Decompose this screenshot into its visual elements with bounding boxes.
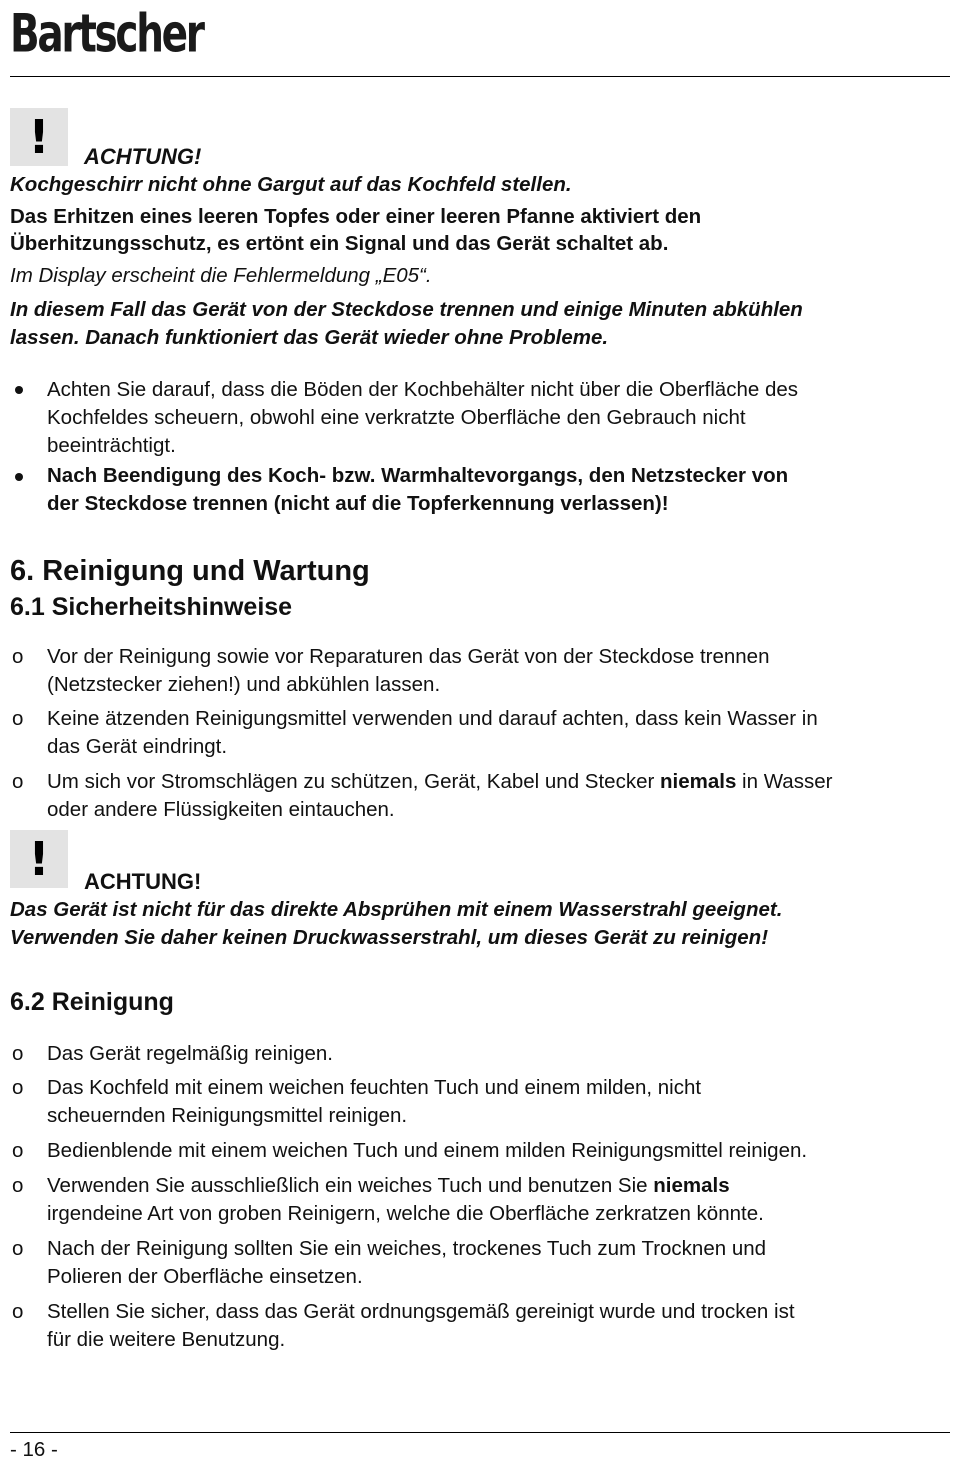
list-item: das Gerät eindringt. (47, 735, 228, 758)
warning-icon (10, 830, 68, 888)
warning-text: Im Display erscheint die Fehlermeldung „E05“. (10, 264, 432, 287)
logo-wordmark: Bartscher (10, 3, 203, 64)
bullet-text: Nach Beendigung des Koch- bzw. Warmhaltevorgangs, den Netzstecker von (47, 464, 789, 487)
list-item: Bedienblende mit einem weichen Tuch und einem milden Reinigungsmittel reinigen. (47, 1139, 808, 1162)
header-divider (10, 76, 950, 77)
list-marker: o (12, 1139, 24, 1162)
list-item-text: in Wasser (736, 770, 833, 793)
list-marker: o (12, 1237, 24, 1260)
list-item: irgendeine Art von groben Reinigern, welche die Oberfläche zerkratzen könnte. (47, 1202, 764, 1225)
list-item: Stellen Sie sicher, dass das Gerät ordnungsgemäß gereinigt wurde und trocken ist (47, 1300, 795, 1323)
list-item: für die weitere Benutzung. (47, 1328, 286, 1351)
list-item-text: Um sich vor Stromschlägen zu schützen, Gerät, Kabel und Stecker (47, 770, 660, 793)
list-item (47, 768, 832, 796)
list-marker: o (12, 1076, 24, 1099)
list-item (47, 1172, 730, 1200)
emphasis-text: niemals (660, 770, 737, 793)
warning-title: ACHTUNG! (84, 869, 202, 894)
bullet-icon (15, 386, 23, 394)
list-item: (Netzstecker ziehen!) und abkühlen lassen. (47, 673, 441, 696)
list-item-text: Verwenden Sie ausschließlich ein weiches Tuch und benutzen Sie (47, 1174, 654, 1197)
warning-text: In diesem Fall das Gerät von der Steckdose trennen und einige Minuten abkühlen (10, 298, 803, 321)
bullet-text: der Steckdose trennen (nicht auf die Topferkennung verlassen)! (47, 492, 669, 515)
warning-icon (10, 108, 68, 166)
subsection-heading: 6.1 Sicherheitshinweise (10, 593, 293, 621)
bullet-text: Achten Sie darauf, dass die Böden der Kochbehälter nicht über die Oberfläche des (47, 378, 799, 401)
emphasis-text: niemals (653, 1174, 730, 1197)
list-marker: o (12, 770, 24, 793)
warning-title: ACHTUNG! (84, 144, 202, 169)
bullet-text: Kochfeldes scheuern, obwohl eine verkratzte Oberfläche den Gebrauch nicht (47, 406, 746, 429)
exclamation-icon: ! (28, 110, 50, 164)
list-marker: o (12, 1174, 24, 1197)
warning-text: Das Erhitzen eines leeren Topfes oder einer leeren Pfanne aktiviert den (10, 205, 702, 228)
brand-logo (10, 2, 230, 62)
list-item: oder andere Flüssigkeiten eintauchen. (47, 798, 395, 821)
warning-text: Verwenden Sie daher keinen Druckwasserstrahl, um dieses Gerät zu reinigen! (10, 926, 769, 949)
list-item: Keine ätzenden Reinigungsmittel verwenden und darauf achten, dass kein Wasser in (47, 707, 818, 730)
list-marker: o (12, 1042, 24, 1065)
section-heading: 6. Reinigung und Wartung (10, 555, 370, 587)
list-item: Das Kochfeld mit einem weichen feuchten Tuch und einem milden, nicht (47, 1076, 702, 1099)
list-item: Das Gerät regelmäßig reinigen. (47, 1042, 333, 1065)
footer-divider (10, 1432, 950, 1433)
page-number: - 16 - (10, 1438, 58, 1461)
warning-text: Das Gerät ist nicht für das direkte Absprühen mit einem Wasserstrahl geeignet. (10, 898, 783, 921)
bullet-icon (15, 473, 23, 481)
list-marker: o (12, 645, 24, 668)
list-item: Polieren der Oberfläche einsetzen. (47, 1265, 363, 1288)
list-item: scheuernden Reinigungsmittel reinigen. (47, 1104, 408, 1127)
warning-text: Kochgeschirr nicht ohne Gargut auf das Kochfeld stellen. (10, 173, 572, 196)
bullet-text: beeinträchtigt. (47, 434, 176, 457)
list-item: Vor der Reinigung sowie vor Reparaturen das Gerät von der Steckdose trennen (47, 645, 770, 668)
list-marker: o (12, 1300, 24, 1323)
list-marker: o (12, 707, 24, 730)
list-item: Nach der Reinigung sollten Sie ein weiches, trockenes Tuch zum Trocknen und (47, 1237, 767, 1260)
warning-text: Überhitzungsschutz, es ertönt ein Signal und das Gerät schaltet ab. (10, 232, 669, 255)
exclamation-icon: ! (28, 832, 50, 886)
warning-text: lassen. Danach funktioniert das Gerät wieder ohne Probleme. (10, 326, 609, 349)
subsection-heading: 6.2 Reinigung (10, 988, 174, 1016)
